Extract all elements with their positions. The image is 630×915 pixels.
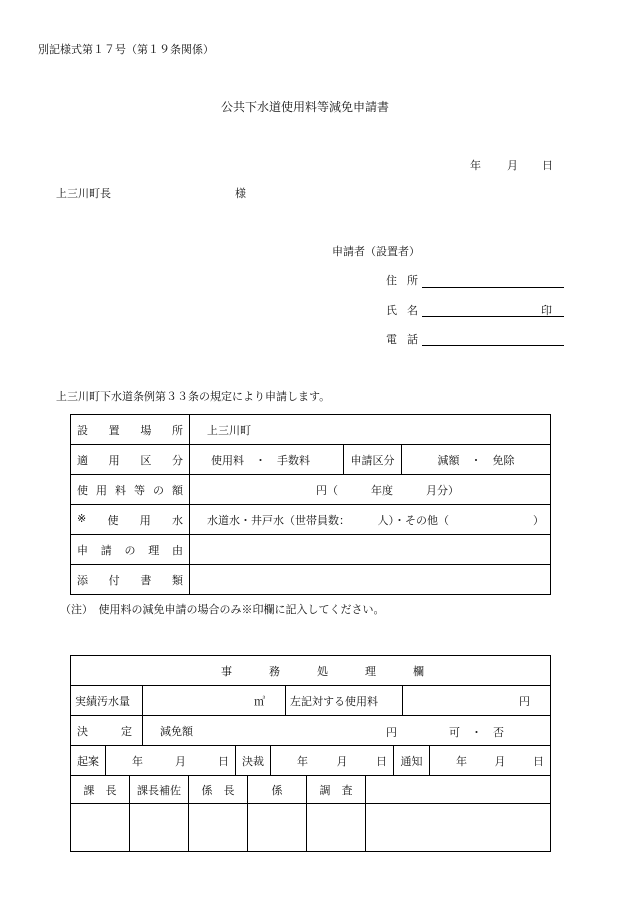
actual-volume-value[interactable]: ㎥ xyxy=(143,686,286,716)
role-table xyxy=(70,775,551,852)
office-volume-row xyxy=(71,686,551,716)
application-type-label: 申請区分 xyxy=(344,445,402,475)
application-type-value[interactable]: 減額 ・ 免除 xyxy=(402,445,551,475)
notice-date[interactable]: 年 月 日 xyxy=(430,746,551,776)
row-category xyxy=(71,445,551,475)
notice-label: 通知 xyxy=(394,746,430,776)
office-table xyxy=(70,655,551,746)
water-label: ※ 使 用 水 xyxy=(71,505,190,535)
row-water xyxy=(71,505,551,535)
addressee: 上三川町長 xyxy=(56,187,111,200)
category-label: 適 用 区 分 xyxy=(71,445,190,475)
application-table xyxy=(70,414,551,595)
fee-value[interactable]: 円 xyxy=(403,686,551,716)
stamp-box[interactable] xyxy=(366,804,551,852)
office-title: 事 務 処 理 欄 xyxy=(71,656,551,686)
honorific: 様 xyxy=(235,187,246,200)
amount-label: 使 用 料 等 の 額 xyxy=(71,475,190,505)
office-decision-row xyxy=(71,716,551,746)
stamp-box[interactable] xyxy=(248,804,307,852)
location-value[interactable]: 上三川町 xyxy=(190,415,551,445)
category-value[interactable]: 使用料 ・ 手数料 xyxy=(190,445,344,475)
row-amount xyxy=(71,475,551,505)
row-location xyxy=(71,415,551,445)
fee-label: 左記対する使用料 xyxy=(286,686,403,716)
decision-label: 決 定 xyxy=(71,716,143,746)
decision-value[interactable]: 減免額 円 可 ・ 否 xyxy=(143,716,551,746)
role-assistant-chief: 課長補佐 xyxy=(130,776,189,804)
applicant-label: 申請者（設置者） xyxy=(332,245,420,258)
note-text: （注） 使用料の減免申請の場合のみ※印欄に記入してください。 xyxy=(60,603,385,616)
office-date-table xyxy=(70,745,551,776)
reason-label: 申 請 の 理 由 xyxy=(71,535,190,565)
office-date-row xyxy=(71,746,551,776)
attachments-label: 添 付 書 類 xyxy=(71,565,190,595)
phone-field[interactable] xyxy=(422,345,564,346)
stamp-box[interactable] xyxy=(307,804,366,852)
draft-label: 起案 xyxy=(71,746,106,776)
row-reason xyxy=(71,535,551,565)
form-title: 公共下水道使用料等減免申請書 xyxy=(221,100,390,114)
water-value[interactable]: 水道水・井戸水（世帯員数： 人）・その他（ ） xyxy=(190,505,551,535)
role-unit-chief: 係 長 xyxy=(189,776,248,804)
stamp-box[interactable] xyxy=(189,804,248,852)
row-attachments xyxy=(71,565,551,595)
approval-label: 決裁 xyxy=(236,746,271,776)
address-field[interactable] xyxy=(422,287,564,288)
location-label: 設 置 場 所 xyxy=(71,415,190,445)
amount-value[interactable]: 円（ 年度 月分） xyxy=(190,475,551,505)
stamp-box[interactable] xyxy=(130,804,189,852)
form-number: 別記様式第１７号（第１９条関係） xyxy=(38,43,214,56)
seal-mark: 印 xyxy=(541,304,552,317)
actual-volume-label: 実績汚水量 xyxy=(71,686,143,716)
intro-text: 上三川町下水道条例第３３条の規定により申請します。 xyxy=(56,390,331,403)
role-extra-header xyxy=(366,776,551,804)
attachments-value[interactable] xyxy=(190,565,551,595)
role-staff: 係 xyxy=(248,776,307,804)
role-stamp-row xyxy=(71,804,551,852)
approval-date[interactable]: 年 月 日 xyxy=(271,746,394,776)
office-title-row xyxy=(71,656,551,686)
reason-value[interactable] xyxy=(190,535,551,565)
stamp-box[interactable] xyxy=(71,804,130,852)
role-inspector: 調 査 xyxy=(307,776,366,804)
role-section-chief: 課 長 xyxy=(71,776,130,804)
role-header-row xyxy=(71,776,551,804)
draft-date[interactable]: 年 月 日 xyxy=(106,746,236,776)
